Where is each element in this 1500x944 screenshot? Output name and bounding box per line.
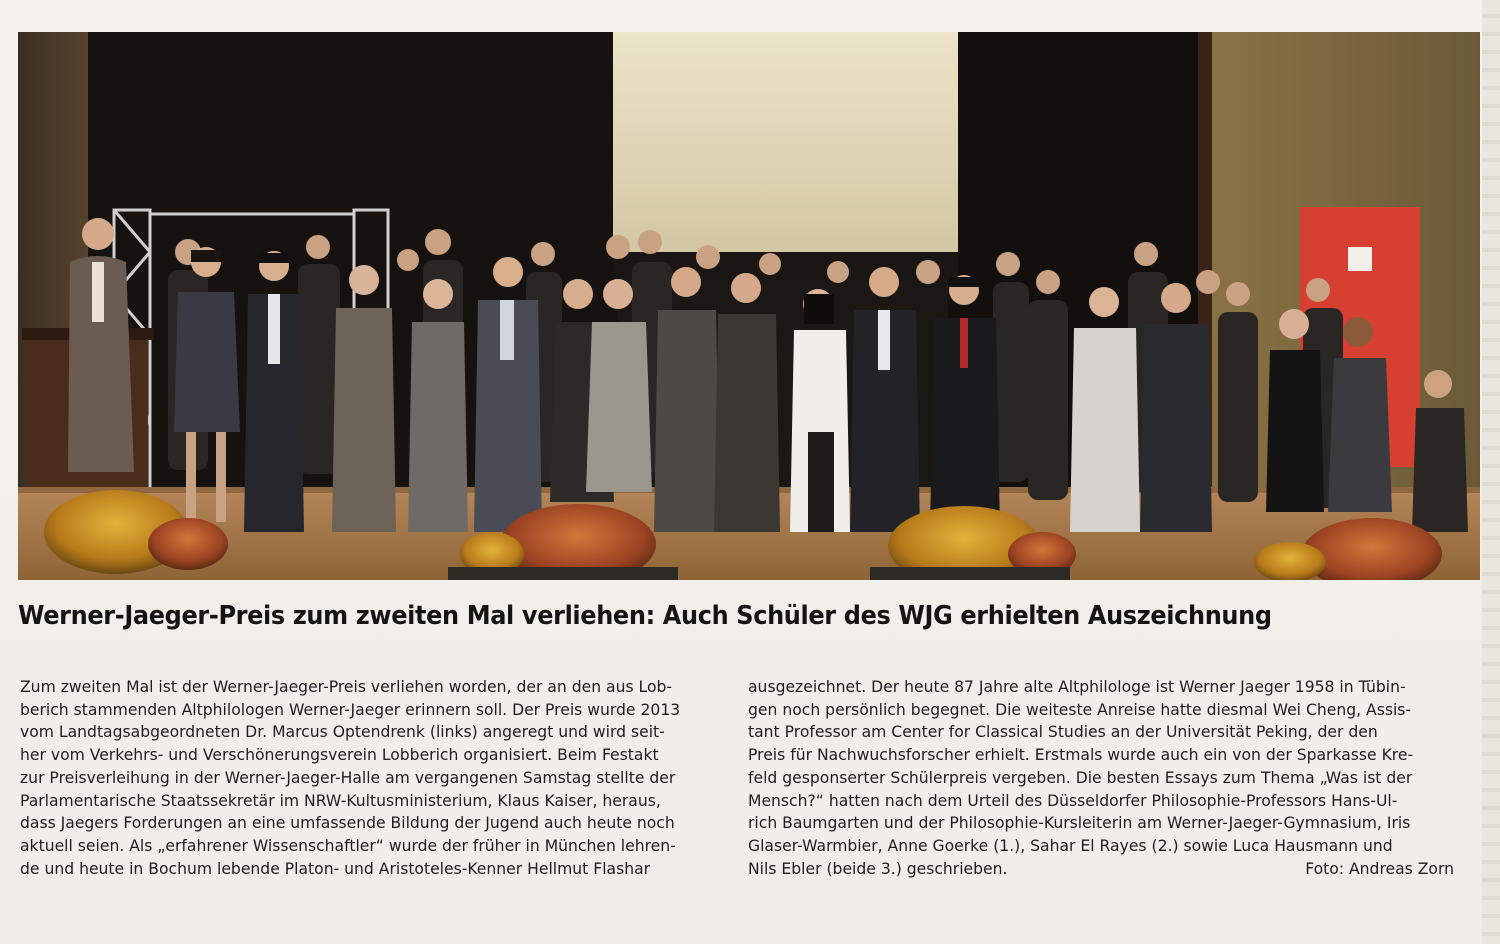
- article-headline: Werner-Jaeger-Preis zum zweiten Mal verliehen: Auch Schüler des WJG erhielten Auszeichnung: [18, 601, 1272, 631]
- text-line: Zum zweiten Mal ist der Werner-Jaeger-Preis verliehen worden, der an den aus Lob-: [20, 678, 673, 696]
- text-line: feld gesponserter Schülerpreis vergeben. Die besten Essays zum Thema „Was ist der: [748, 768, 1413, 787]
- text-line: ausgezeichnet. Der heute 87 Jahre alte Altphilologe ist Werner Jaeger 1958 in Tübin-: [748, 678, 1406, 696]
- text-line: de und heute in Bochum lebende Platon- und Aristoteles-Kenner Hellmut Flashar: [20, 859, 651, 878]
- article-column-right: [748, 676, 1464, 880]
- adjacent-column-edge: [1482, 0, 1500, 944]
- text-line: Preis für Nachwuchsforscher erhielt. Erstmals wurde auch ein von der Sparkasse Kre-: [748, 746, 1414, 765]
- text-line: tant Professor am Center for Classical Studies an der Universität Peking, der den: [748, 723, 1378, 742]
- text-line: dass Jaegers Forderungen an eine umfassende Bildung der Jugend auch heute noch: [20, 814, 675, 833]
- photo-credit: Foto: Andreas Zorn: [1305, 859, 1454, 878]
- text-line: rich Baumgarten und der Philosophie-Kursleiterin am Werner-Jaeger-Gymnasium, Iris: [748, 814, 1411, 833]
- text-line: Glaser-Warmbier, Anne Goerke (1.), Sahar El Rayes (2.) sowie Luca Hausmann und: [748, 836, 1393, 855]
- projection-screen: [613, 32, 958, 272]
- text-line: gen noch persönlich begegnet. Die weiteste Anreise hatte diesmal Wei Cheng, Assis-: [748, 700, 1412, 719]
- text-line: Parlamentarische Staatssekretär im NRW-Kultusministerium, Klaus Kaiser, heraus,: [20, 791, 661, 810]
- group-photo: [18, 32, 1480, 580]
- text-line: Nils Ebler (beide 3.) geschrieben.: [748, 859, 1008, 878]
- text-line: her vom Verkehrs- und Verschönerungsverein Lobberich organisiert. Beim Festakt: [20, 746, 659, 765]
- text-line: aktuell seien. Als „erfahrener Wissenschaftler“ wurde der früher in München lehren-: [20, 836, 676, 855]
- text-line: berich stammenden Altphilologen Werner-Jaeger erinnern soll. Der Preis wurde 2013: [20, 700, 681, 719]
- article-column-left: [20, 676, 726, 880]
- text-line: zur Preisverleihung in der Werner-Jaeger-Halle am vergangenen Samstag stellte der: [20, 768, 676, 787]
- last-line-row: [748, 858, 1454, 881]
- text-line: vom Landtagsabgeordneten Dr. Marcus Optendrenk (links) angeregt und wird seit-: [20, 723, 665, 742]
- text-line: Mensch?“ hatten nach dem Urteil des Düsseldorfer Philosophie-Professors Hans-Ul-: [748, 791, 1398, 810]
- group-photo-drawing: [18, 32, 1480, 580]
